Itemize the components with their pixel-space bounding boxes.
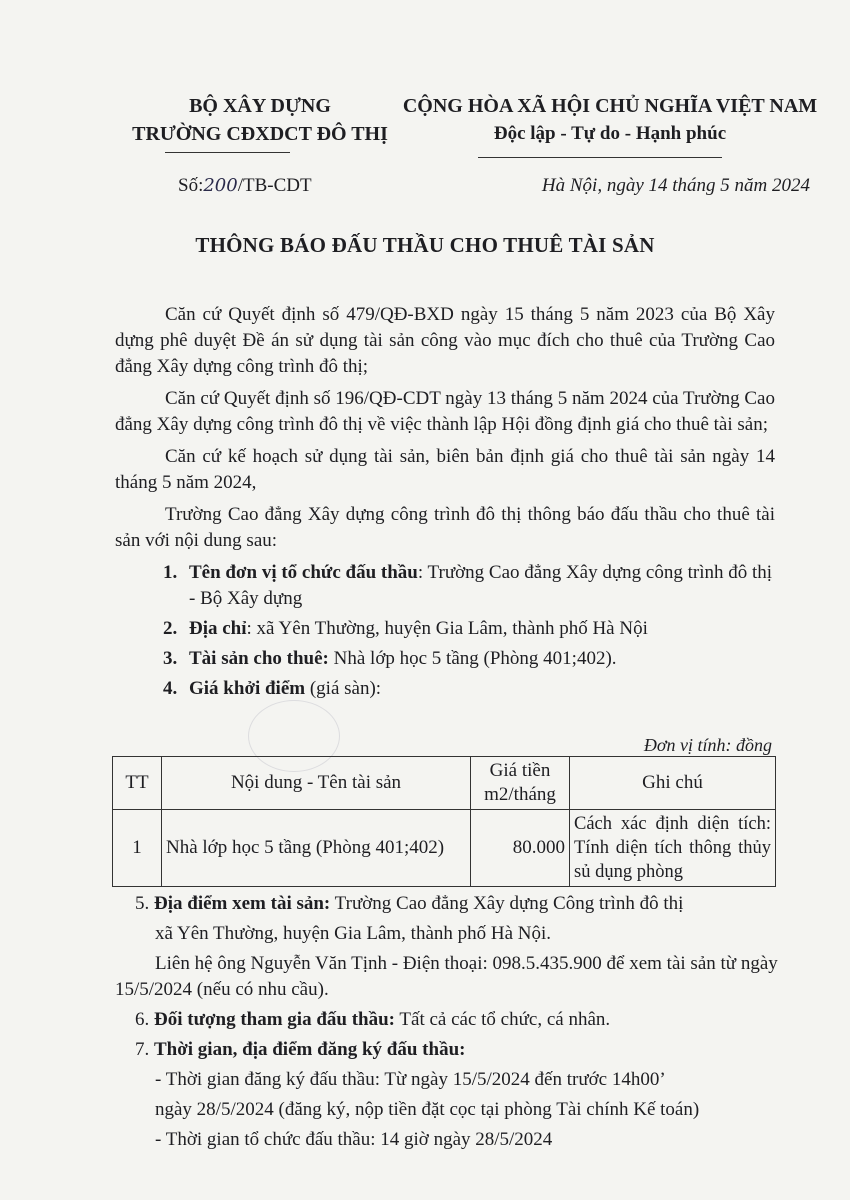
table-row: [113, 810, 776, 887]
list-item: 1. Tên đơn vị tổ chức đấu thầu: Trường Cao đẳng Xây dựng công trình đô thị - Bộ Xây dựng: [163, 562, 773, 609]
document-number: [178, 175, 312, 197]
doc-number-prefix: Số:: [178, 175, 204, 196]
section-5: 5. Địa điểm xem tài sản: Trường Cao đẳng Xây dựng Công trình đô thị: [135, 893, 684, 914]
doc-number-suffix: /TB-CDT: [237, 175, 312, 196]
cell-tt: 1: [113, 810, 162, 887]
issuer-underline: [165, 152, 290, 153]
document-body: [115, 302, 775, 706]
unit-note: Đơn vị tính: đồng: [643, 735, 772, 755]
col-header-note: Ghi chú: [570, 757, 776, 810]
country-name: CỘNG HÒA XÃ HỘI CHỦ NGHĨA VIỆT NAM: [402, 95, 818, 117]
ministry-name: BỘ XÂY DỰNG: [189, 95, 331, 117]
section-7: 7. Thời gian, địa điểm đăng ký đấu thầu:: [135, 1039, 466, 1060]
col-header-tt: TT: [113, 757, 162, 810]
list-item: 3. Tài sản cho thuê: Nhà lớp học 5 tầng (Phòng 401;402).: [163, 648, 617, 669]
place-date: Hà Nội, ngày 14 tháng 5 năm 2024: [541, 175, 810, 196]
section-5-contact: Liên hệ ông Nguyễn Văn Tịnh - Điện thoại: 098.5.435.900 để xem tài sản từ ngày 15/5/2024 (nếu có nhu cầu).: [115, 953, 778, 1000]
paragraph-basis-1: Căn cứ Quyết định số 479/QĐ-BXD ngày 15 tháng 5 năm 2023 của Bộ Xây dựng phê duyệt Đề án sử dụng tài sản công vào mục đích cho thuê của Trường Cao đẳng Xây dựng công trình đô thị;: [115, 304, 775, 377]
list-item: 4. Giá khởi điểm (giá sàn):: [163, 678, 382, 699]
col-header-name: Nội dung - Tên tài sản: [162, 757, 471, 810]
national-motto: Độc lập - Tự do - Hạnh phúc: [493, 123, 727, 144]
cell-name: Nhà lớp học 5 tầng (Phòng 401;402): [162, 810, 471, 887]
section-7-line-2: ngày 28/5/2024 (đăng ký, nộp tiền đặt cọc tại phòng Tài chính Kế toán): [155, 1099, 700, 1120]
national-header: [385, 92, 835, 148]
paragraph-intro: Trường Cao đẳng Xây dựng công trình đô thị thông báo đấu thầu cho thuê tài sản với nội dung sau:: [115, 504, 775, 551]
paragraph-basis-2: Căn cứ Quyết định số 196/QĐ-CDT ngày 13 tháng 5 năm 2024 của Trường Cao đẳng Xây dựng công trình đô thị về việc thành lập Hội đồng định giá cho thuê tài sản;: [115, 388, 775, 435]
document-title: THÔNG BÁO ĐẤU THẦU CHO THUÊ TÀI SẢN: [195, 233, 655, 257]
section-7-line-1: - Thời gian đăng ký đấu thầu: Từ ngày 15/5/2024 đến trước 14h00’: [155, 1069, 666, 1090]
section-5-line-2: xã Yên Thường, huyện Gia Lâm, thành phố Hà Nội.: [155, 923, 552, 944]
school-name: TRƯỜNG CĐXDCT ĐÔ THỊ: [132, 123, 388, 145]
issuer-header: [110, 92, 410, 148]
motto-underline: [478, 157, 722, 158]
section-7-line-3: - Thời gian tổ chức đấu thầu: 14 giờ ngày 28/5/2024: [155, 1129, 553, 1150]
document-body-continued: [115, 891, 795, 1157]
cell-note: Cách xác định diện tích: Tính diện tích thông thủy sủ dụng phòng: [570, 810, 776, 887]
cell-price: 80.000: [471, 810, 570, 887]
section-6: 6. Đối tượng tham gia đấu thầu: Tất cả các tổ chức, cá nhân.: [135, 1009, 611, 1030]
notice-items: [115, 560, 775, 702]
paragraph-basis-3: Căn cứ kế hoạch sử dụng tài sản, biên bản định giá cho thuê tài sản ngày 14 tháng 5 năm 2024,: [115, 446, 775, 493]
doc-number-handwritten: 200: [203, 175, 238, 196]
list-item: 2. Địa chỉ: xã Yên Thường, huyện Gia Lâm, thành phố Hà Nội: [163, 618, 648, 639]
asset-price-table: [112, 756, 776, 887]
table-header-row: [113, 757, 776, 810]
col-header-price: Giá tiền m2/tháng: [471, 757, 570, 810]
